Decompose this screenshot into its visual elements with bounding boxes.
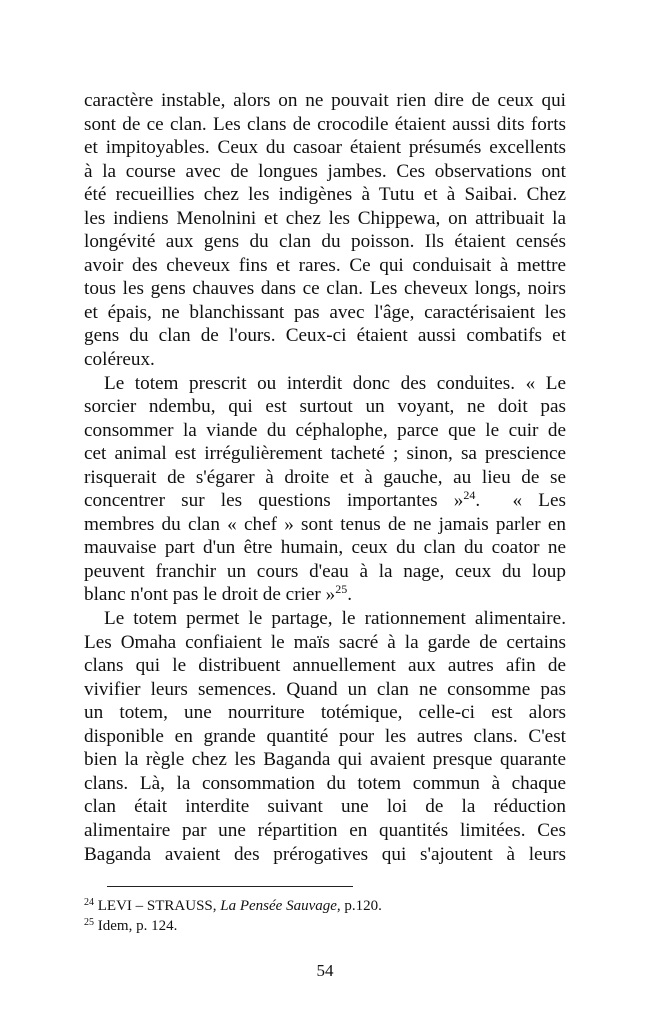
text-segment: blanc n'ont pas le droit de crier » [84,584,336,606]
text-line: été recueillies chez les indigènes à Tutu et à Saibai. Chez [84,184,566,206]
footnote-separator [107,886,353,887]
footnote-25 [84,916,566,936]
footnote-text: Idem, p. 124. [97,918,178,934]
text-segment: « Les [512,490,566,512]
text-line: et impitoyables. Ceux du casoar étaient présumés excellents [84,137,566,159]
text-line: sorcier ndembu, qui est surtout un voyant, ne doit pas [84,396,566,418]
text-line: à la course avec de longues jambes. Ces observations ont [84,160,566,182]
text-line: caractère instable, alors on ne pouvait rien dire de ceux qui [84,90,566,111]
footnote-number: 25 [84,917,94,928]
text-line: peuvent franchir un cours d'eau à la nage, ceux du loup [84,560,566,582]
footnote-number: 24 [84,897,94,908]
text-line: mauvaise part d'un être humain, ceux du clan du coator ne [84,537,566,559]
text-line: et épais, ne blanchissant pas avec l'âge, caractérisaient les [84,301,566,323]
footnote-ref-24[interactable]: 24 [463,488,476,503]
text-segment: concentrer sur les questions importantes » [84,490,464,512]
footnote-ref-25[interactable]: 25 [335,582,348,597]
text-line: Les Omaha confiaient le maïs sacré à la garde de certains [84,631,566,653]
text-line: risquerait de s'égarer à droite et à gauche, au lieu de se [84,466,566,488]
text-line: Le totem prescrit ou interdit donc des conduites. « Le [104,372,566,394]
body-text [84,89,566,866]
text-line: alimentaire par une répartition en quantités limitées. Ces [84,819,566,841]
text-line: cet animal est irrégulièrement tacheté ; sinon, sa prescience [84,443,566,465]
footnote-text: LEVI – STRAUSS, [97,898,221,914]
text-line: avoir des cheveux fins et rares. Ce qui conduisait à mettre [84,254,566,276]
text-line: clans qui le distribuent annuellement aux autres afin de [84,655,566,677]
text-line: tous les gens chauves dans ce clan. Les cheveux longs, noirs [84,278,566,300]
text-line: Baganda avaient des prérogatives qui s'ajoutent à leurs [84,843,566,865]
text-line: consommer la viande du céphalophe, parce que le cuir de [84,419,566,441]
text-line: concentrer sur les questions importantes »$^{24}$. « Les [84,488,566,512]
text-line: longévité aux gens du clan du poisson. Ils étaient censés [84,231,566,253]
text-line: clan était interdite suivant une loi de la réduction [84,796,566,818]
text-line: clans. Là, la consommation du totem commun à chaque [84,772,566,794]
text-line: membres du clan « chef » sont tenus de ne jamais parler en [84,513,566,535]
text-line: coléreux. [84,349,155,371]
text-line: disponible en grande quantité pour les autres clans. C'est [84,725,566,747]
text-line: gens du clan de l'ours. Ceux-ci étaient aussi combatifs et [84,325,566,347]
footnote-book-title: La Pensée Sauvage [220,898,337,914]
text-line: Le totem permet le partage, le rationnement alimentaire. [104,608,566,630]
text-line: bien la règle chez les Baganda qui avaient presque quarante [84,749,566,771]
text-line: sont de ce clan. Les clans de crocodile étaient aussi dits forts [84,113,566,135]
text-line: blanc n'ont pas le droit de crier »$^{25}$. [84,582,353,606]
text-line: un totem, une nourriture totémique, celle-ci est alors [84,702,566,724]
footnotes [84,896,566,936]
text-line: les indiens Menolnini et chez les Chippewa, on attribuait la [84,207,566,229]
page-number: 54 [316,961,334,980]
footnote-text: , p.120. [336,898,382,914]
text-line: vivifier leurs semences. Quand un clan ne consomme pas [84,678,566,700]
footnote-24 [84,896,566,916]
